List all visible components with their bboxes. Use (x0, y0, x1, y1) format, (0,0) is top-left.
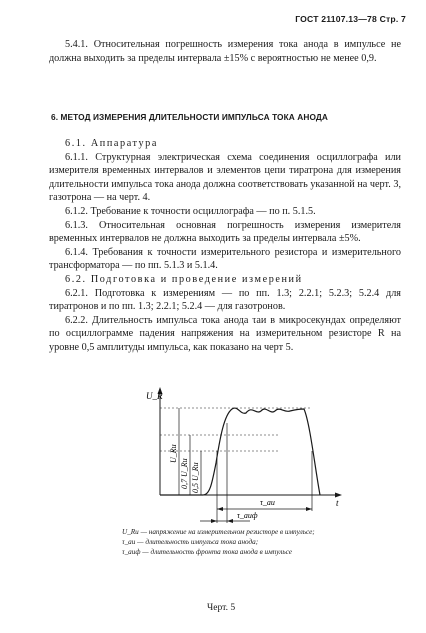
y-axis-label: U_R (146, 391, 163, 401)
caption-line-1: U_Rи — напряжение на измерительном резисторе в импульсе; (122, 528, 315, 536)
figure-title: Черт. 5 (207, 602, 236, 613)
dim-pulse-arrow-right (306, 507, 312, 511)
t-axis-label: t (336, 498, 339, 508)
dim-front-arrow-left (211, 519, 217, 523)
section-title: 6. МЕТОД ИЗМЕРЕНИЯ ДЛИТЕЛЬНОСТИ ИМПУЛЬСА ТОКА АНОДА (51, 112, 328, 122)
page-header: ГОСТ 21107.13—78 Стр. 7 (295, 14, 406, 24)
paragraph-6-2-2: 6.2.2. Длительность импульса тока анода τаи в микросекундах определяют по осциллограмме падения напряжения на измерительном резисторе R на уровне 0,5 амплитуды импульса, как показано на черт 5. (49, 314, 401, 353)
front-duration-label: τ_аиф (237, 511, 258, 520)
paragraph-6-2-1: 6.2.1. Подготовка к измерениям — по пп. 1.3; 2.2.1; 5.2.3; 5.2.4 для тиратронов и по пп. 1.3; 2.2.1; 5.2.4 — для газотронов. (49, 287, 401, 313)
section-5-text (49, 38, 401, 65)
figure-caption (122, 527, 372, 557)
paragraph-6-1: 6.1. Аппаратура (65, 138, 158, 149)
t-axis-arrow (335, 493, 342, 498)
dim-front-arrow-right (227, 519, 233, 523)
level-label-amplitude: U_Rи (169, 444, 178, 463)
paragraph-6-1-2: 6.1.2. Требование к точности осциллографа — по п. 5.1.5. (65, 205, 316, 217)
section-6-text (49, 137, 401, 355)
paragraph-6-1-4: 6.1.4. Требования к точности измерительного резистора и измерительного трансформатора — по пп. 5.1.3 и 5.1.4. (49, 246, 401, 272)
paragraph-6-1-3: 6.1.3. Относительная основная погрешность измерения измерителя временных интервалов не должна выходить за пределы интервала ±5%. (49, 219, 401, 245)
pulse-oscillogram-figure (100, 383, 400, 588)
caption-line-2: τ_аи — длительность импульса тока анода; (122, 538, 259, 546)
paragraph-6-1-1: 6.1.1. Структурная электрическая схема соединения осциллографа или измерителя временных интервалов и элементов цепи тиратрона для измерения длительности импульса тока анода должна соответствовать указанной на черт. 3, газотрона — на черт. 4. (49, 151, 401, 204)
level-label-05: 0,5 U_Rи (191, 462, 200, 493)
paragraph-5-4-1: 5.4.1. Относительная погрешность измерения тока анода в импульсе не должна выходить за пределы интервала ±15% с вероятностью не менее 0,9. (49, 39, 401, 64)
caption-line-3: τ_аиф — длительность фронта тока анода в импульсе (122, 548, 292, 556)
dim-pulse-arrow-left (217, 507, 223, 511)
level-label-07: 0,7 U_Rи (180, 458, 189, 489)
pulse-duration-label: τ_аи (260, 498, 275, 507)
paragraph-6-2: 6.2. Подготовка и проведение измерений (65, 273, 303, 285)
